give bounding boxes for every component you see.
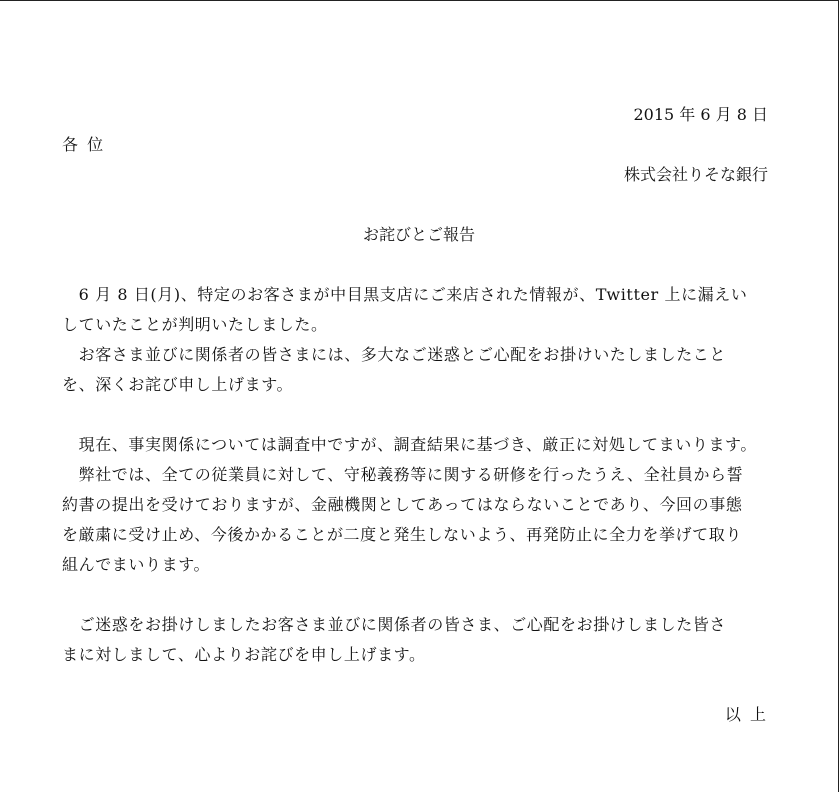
paragraph-4-line-1: 弊社では、全ての従業員に対して、守秘義務等に関する研修を行ったうえ、全社員から誓 [62,465,744,484]
issue-date: 2015 年 6 月 8 日 [633,105,768,124]
paragraph-2-line-1: お客さま並びに関係者の皆さまには、多大なご迷惑とご心配をお掛けいたしましたこと [62,345,727,364]
paragraph-5-line-1: ご迷惑をお掛けしましたお客さま並びに関係者の皆さま、ご心配をお掛けしました皆さ [62,615,727,634]
paragraph-2-line-2: を、深くお詫び申し上げます。 [62,375,294,394]
addressee: 各 位 [62,135,106,154]
paragraph-1-line-1: 6 月 8 日(月)、特定のお客さまが中目黒支店にご来店された情報が、Twitter 上に漏えい [62,285,748,304]
paragraph-1-line-2: していたことが判明いたしました。 [62,315,328,334]
paragraph-3-line-1: 現在、事実関係については調査中ですが、調査結果に基づき、厳正に対処してまいります。 [62,435,757,454]
paragraph-5-line-2: まに対しまして、心よりお詫びを申し上げます。 [62,645,426,664]
paragraph-4-line-3: を厳粛に受け止め、今後かかることが二度と発生しないよう、再発防止に全力を挙げて取り [62,525,742,544]
company-name: 株式会社りそな銀行 [623,165,768,184]
paragraph-4-line-4: 組んでまいります。 [62,555,211,574]
closing-mark: 以 上 [724,705,768,724]
document-title: お詫びとご報告 [362,225,475,244]
paragraph-4-line-2: 約書の提出を受けておりますが、金融機関としてあってはならないことであり、今回の事態 [62,495,743,514]
